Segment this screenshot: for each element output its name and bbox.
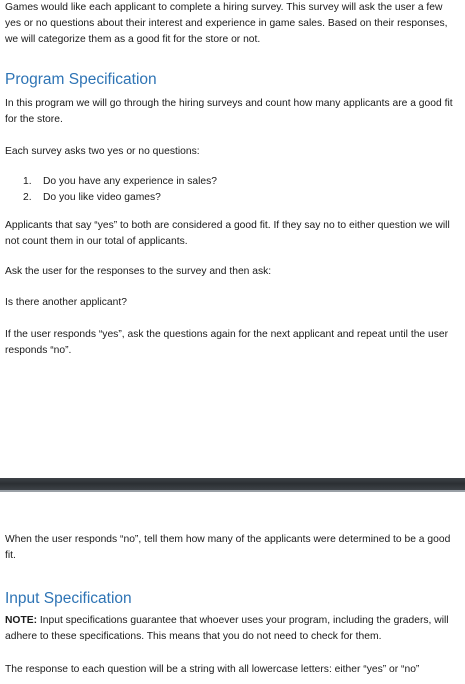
intro-paragraph: Games would like each applicant to complete a hiring survey. This survey will ask the user a few yes or no questions about their interest and experience in game sales. Based on their responses, we will categorize them as a good fit for the store or not. (5, 2, 448, 45)
list-item-number: 2. (23, 192, 32, 203)
intro-paragraph-block (5, 0, 457, 48)
input-spec-paragraph-1: The response to each question will be a string with all lowercase letters: either “yes” or “no” (5, 664, 420, 675)
program-spec-paragraph-5: Is there another applicant? (5, 297, 127, 308)
program-spec-para1-block (5, 96, 457, 128)
list-item-text: Do you have any experience in sales? (43, 176, 218, 187)
program-spec-paragraph-2: Each survey asks two yes or no questions: (5, 146, 200, 157)
program-spec-paragraph-4: Ask the user for the responses to the survey and then ask: (5, 266, 272, 277)
program-spec-para3-block (5, 218, 457, 250)
program-spec-paragraph-6: If the user responds “yes”, ask the questions again for the next applicant and repeat until the user responds “no”. (5, 329, 449, 356)
program-spec-para4-block (5, 264, 457, 280)
survey-questions-list (5, 174, 457, 206)
program-specification-heading-block (5, 70, 457, 90)
document-page-2 (0, 492, 465, 684)
list-item-text: Do you like video games? (43, 192, 161, 203)
input-specification-heading: Input Specification (5, 590, 132, 607)
input-spec-para1-block (5, 662, 457, 678)
input-spec-note (5, 613, 457, 645)
program-spec-paragraph-7: When the user responds “no”, tell them how many of the applicants were determined to be a good fit. (5, 534, 451, 561)
program-spec-para2-block (5, 144, 457, 160)
survey-questions-list-block (5, 174, 457, 206)
program-specification-heading: Program Specification (5, 71, 157, 88)
note-text: Input specifications guarantee that whoever uses your program, including the graders, will adhere to these specifications. This means that you do not need to check for them. (5, 615, 449, 642)
program-spec-para6-block (5, 327, 457, 359)
program-spec-paragraph-1: In this program we will go through the hiring surveys and count how many applicants are a good fit for the store. (5, 98, 453, 125)
input-specification-heading-block (5, 589, 457, 609)
list-item (5, 174, 457, 190)
input-spec-note-block (5, 613, 457, 645)
note-label: NOTE: (5, 615, 38, 626)
list-item-number: 1. (23, 176, 32, 187)
program-spec-para7-block (5, 532, 457, 564)
list-item (5, 190, 457, 206)
program-spec-paragraph-3: Applicants that say “yes” to both are considered a good fit. If they say no to either question we will not count them in our total of applicants. (5, 220, 450, 247)
program-spec-para5-block (5, 295, 457, 311)
page-break-separator (0, 478, 465, 492)
